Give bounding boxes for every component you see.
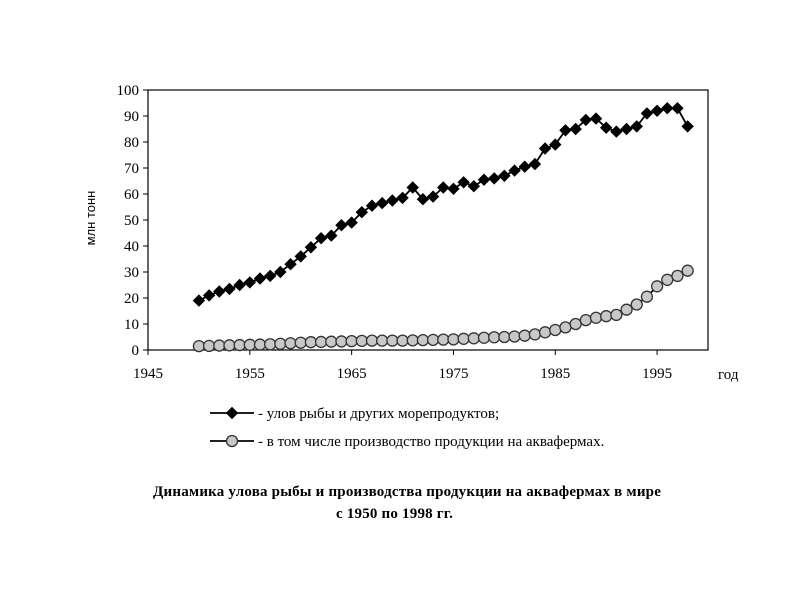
x-tick-label: 1945 [133,366,163,382]
legend-label: - в том числе производство продукции на аквафермах. [258,434,605,450]
series-2-point [560,322,571,333]
y-tick-label: 80 [124,135,139,151]
series-2-point [468,333,479,344]
series-2-point [641,291,652,302]
series-1-point [489,173,500,184]
series-2-point [295,337,306,348]
series-2-point [316,336,327,347]
series-1-point [377,198,388,209]
series-1-point [387,195,398,206]
series-2-point [193,341,204,352]
series-1-point [244,277,255,288]
series-2-point [519,330,530,341]
series-1-point [265,270,276,281]
legend [210,406,604,450]
series-2-point [387,335,398,346]
y-tick-label: 60 [124,187,139,203]
series-1-point [672,103,683,114]
series-2-point [438,334,449,345]
series-2-point [367,335,378,346]
series-2-point [407,335,418,346]
y-tick-label: 40 [124,239,139,255]
series-2-point [336,336,347,347]
series-1-point [499,170,510,181]
series-2-point [509,331,520,342]
series-1-point [652,105,663,116]
series-2-point [305,337,316,348]
x-tick-label: 1985 [540,366,571,382]
series-2-point [662,274,673,285]
series-1-point [540,143,551,154]
series-2-point [550,324,561,335]
series-2-point [580,315,591,326]
chart-caption-line-1: Динамика улова рыбы и производства продукции на аквафермах в мире [153,484,662,500]
series-2-point [204,340,215,351]
series-2-point [611,309,622,320]
series-2-point [428,334,439,345]
series-1-point [550,139,561,150]
series-2-point [255,339,266,350]
series-1-point [204,290,215,301]
series-2-point [672,270,683,281]
y-tick-label: 70 [124,161,139,177]
y-tick-label: 90 [124,109,139,125]
series-2-point [377,335,388,346]
y-tick-label: 10 [124,317,139,333]
series-2-point [234,340,245,351]
series-2-point [214,340,225,351]
series-2-point [244,339,255,350]
series-2-point [621,304,632,315]
series-1-point [519,161,530,172]
series-2-point [275,338,286,349]
series-1-point [682,121,693,132]
series-2-point [540,327,551,338]
legend-swatch-marker [227,436,238,447]
x-tick-label: 1995 [642,366,673,382]
series-1-point [468,181,479,192]
x-tick-label: 1975 [438,366,469,382]
y-axis-title: млн тонн [83,190,98,246]
series-layer [193,103,693,352]
series-1-point [662,103,673,114]
series-1-point [458,177,469,188]
chart-caption-line-2: с 1950 по 1998 гг. [336,506,454,522]
series-2-point [529,329,540,340]
series-1-point [621,124,632,135]
series-2-point [417,335,428,346]
series-1-point [479,174,490,185]
series-2-point [652,281,663,292]
series-1-point [193,295,204,306]
series-1-point [560,125,571,136]
series-1-point [234,280,245,291]
y-tick-label: 50 [124,213,139,229]
series-1-point [367,200,378,211]
series-1-point [448,183,459,194]
series-1-point [214,286,225,297]
series-2-point [265,339,276,350]
series-2-point [489,332,500,343]
series-1-point [509,165,520,176]
legend-label: - улов рыбы и других морепродуктов; [258,406,500,422]
y-tick-label: 100 [116,83,139,99]
series-1-point [611,126,622,137]
y-tick-label: 30 [124,265,139,281]
series-2-point [224,340,235,351]
series-1-point [255,273,266,284]
legend-item-2 [210,434,604,450]
series-2-point [326,336,337,347]
series-2-point [591,312,602,323]
series-2-point [448,334,459,345]
series-2-point [570,319,581,330]
series-2-point [682,265,693,276]
series-2-point [285,338,296,349]
series-1-point [224,283,235,294]
x-tick-label: 1955 [234,366,265,382]
y-tick-label: 20 [124,291,139,307]
series-2-point [479,332,490,343]
series-2-point [631,299,642,310]
x-axis-title: год [718,367,739,383]
series-2-point [356,335,367,346]
series-1 [193,103,693,306]
x-tick-label: 1965 [336,366,367,382]
series-2-point [346,336,357,347]
series-1-point [529,159,540,170]
legend-swatch-marker [227,408,238,419]
legend-item-1 [210,406,499,422]
series-2-point [397,335,408,346]
series-2-point [458,333,469,344]
y-tick-label: 0 [131,343,139,359]
series-2-point [499,332,510,343]
series-2-point [601,311,612,322]
